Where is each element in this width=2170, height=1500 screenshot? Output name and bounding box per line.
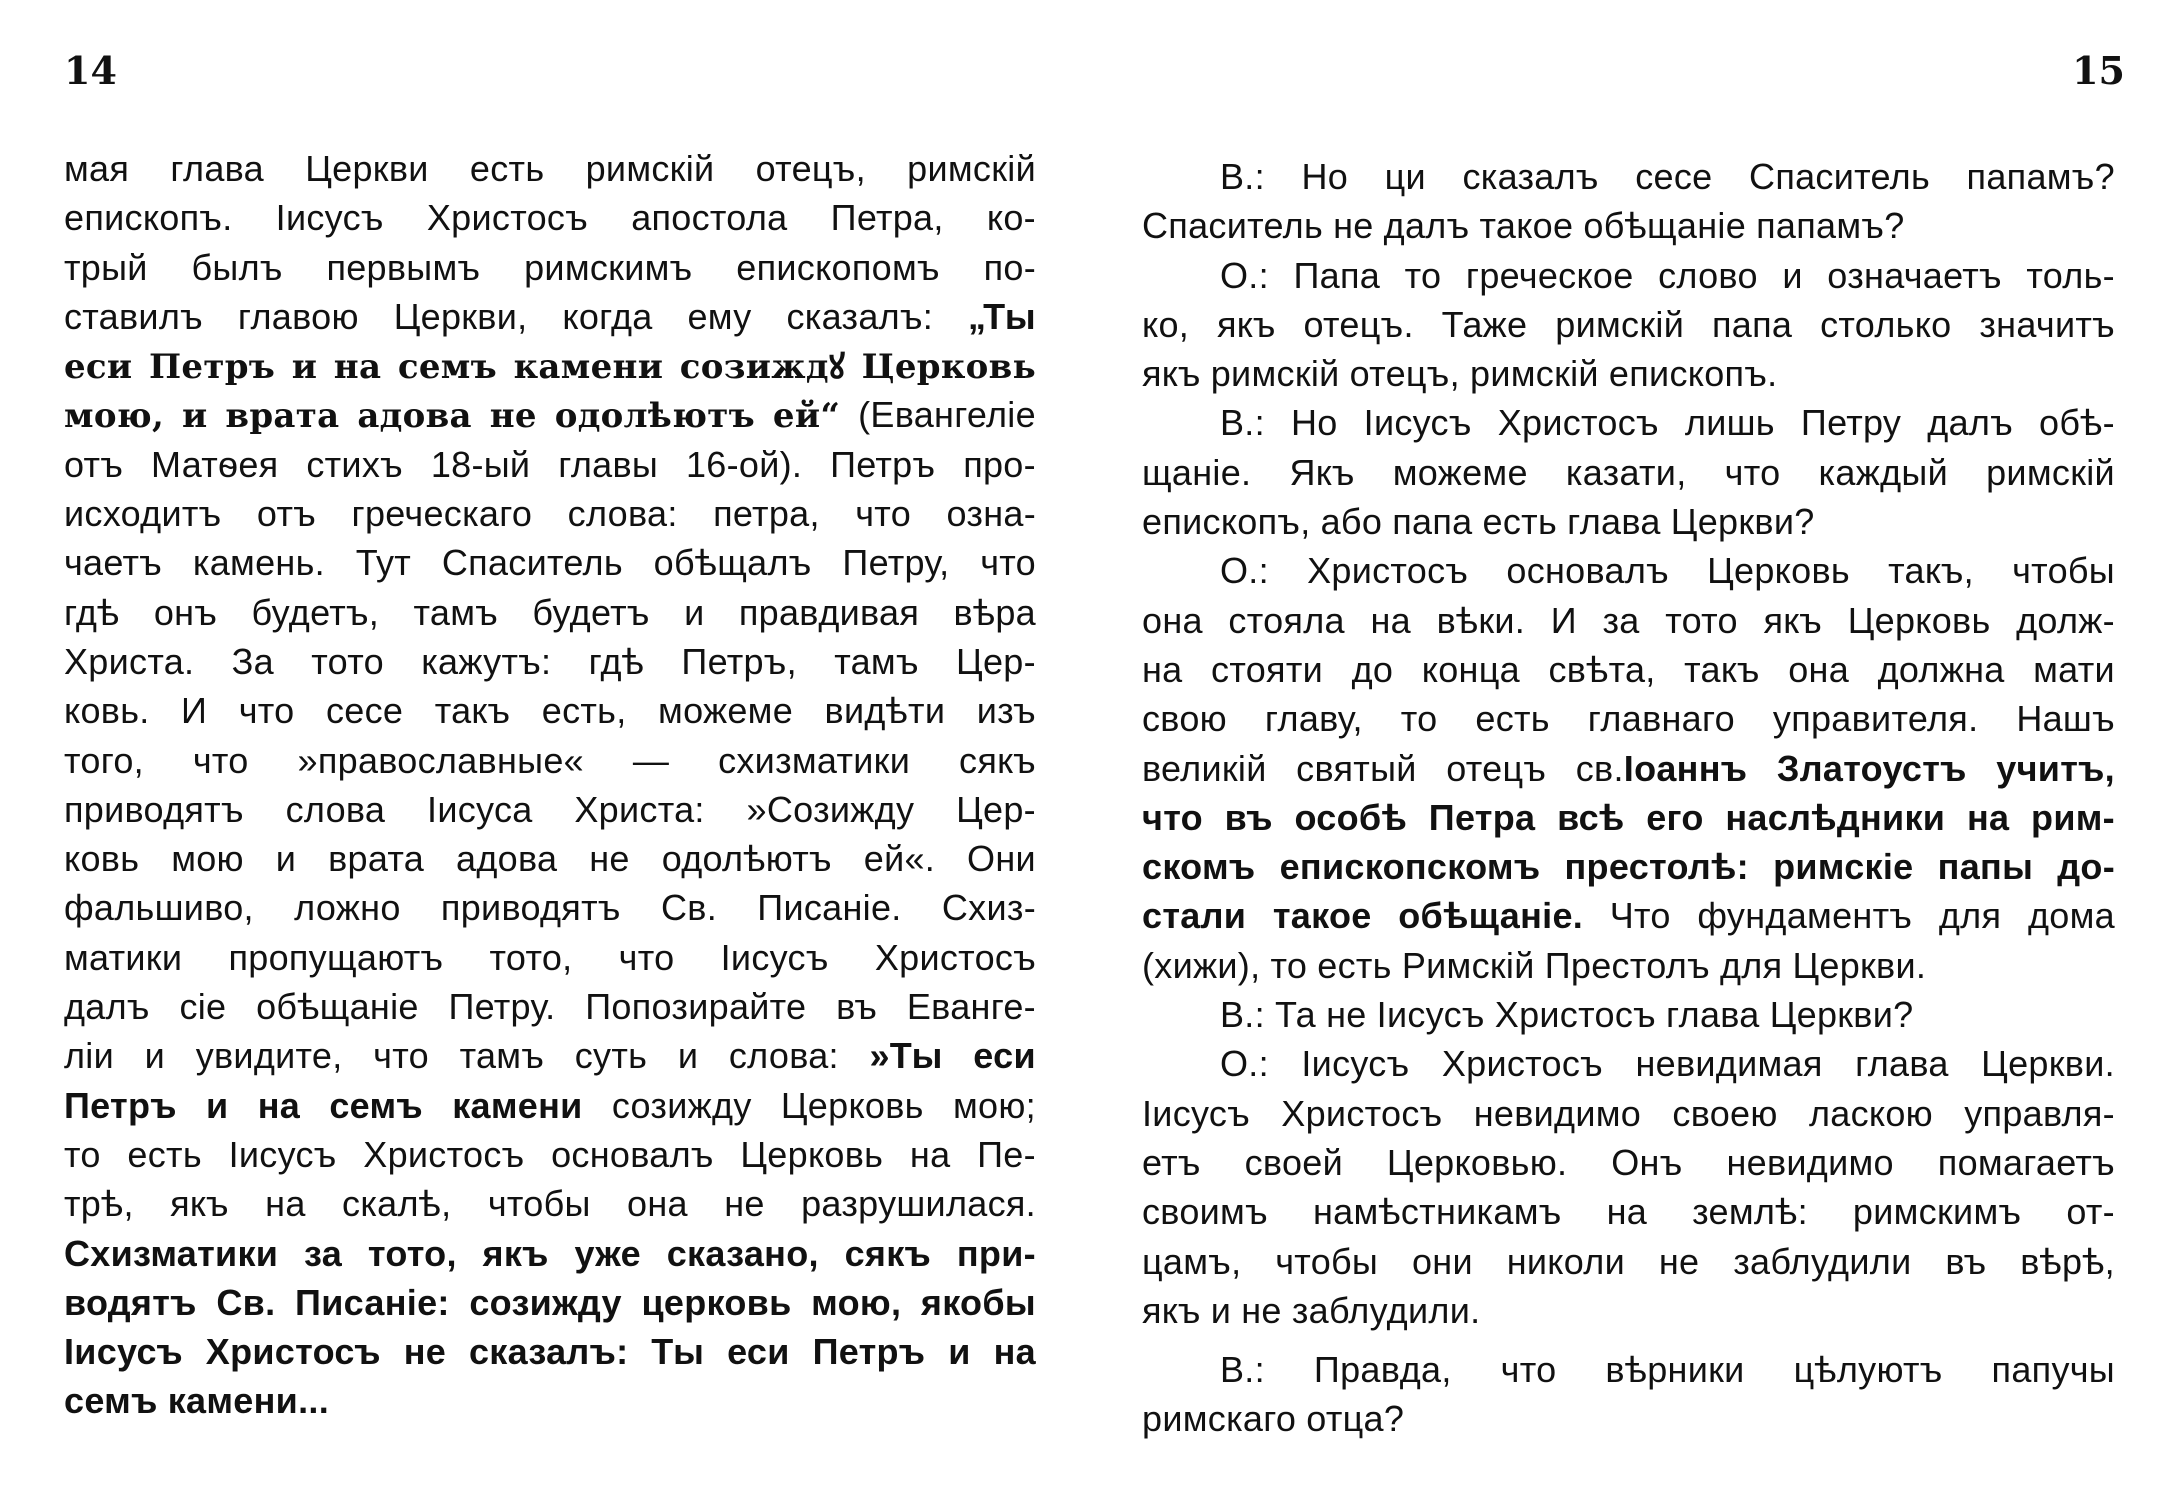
text-line: (хижи), то есть Римскій Престолъ для Церкви. xyxy=(1142,944,1927,986)
text-line: того, что »православные« — схизматики сякъ xyxy=(64,739,1036,781)
page-number: 14 xyxy=(64,48,117,93)
text-line: ставилъ главою Церкви, когда ему сказалъ: „Ты xyxy=(64,295,1036,337)
text-line: Петръ и на семъ камени созижду Церковь мою; xyxy=(64,1084,1036,1126)
text-line: О.: Іисусъ Христосъ невидимая глава Церкви. xyxy=(1220,1043,2115,1085)
text-line: Іисусъ Христосъ невидимо своею ласкою управля- xyxy=(1142,1092,2115,1134)
text-line: отъ Матѳея стихъ 18-ый главы 16-ой). Петръ про- xyxy=(64,443,1036,485)
text-line: мою, и врата адова не одолѣютъ ей“ (Евангеліе xyxy=(64,394,1036,437)
text-line: матики пропущаютъ тото, что Іисусъ Христосъ xyxy=(64,936,1036,978)
page-number: 15 xyxy=(2072,48,2125,93)
text-line: великій святый отецъ св.Іоаннъ Златоустъ учитъ, xyxy=(1142,747,2115,789)
text-line: цамъ, чтобы они николи не заблудили въ вѣрѣ, xyxy=(1142,1240,2115,1282)
text-line: ковь. И что сесе такъ есть, можеме видѣти изъ xyxy=(64,690,1036,732)
text-line: В.: Правда, что вѣрники цѣлуютъ папучы xyxy=(1220,1349,2115,1391)
text-line: В.: Но ци сказалъ сесе Спаситель папамъ? xyxy=(1220,156,2115,197)
text-line: Схизматики за тото, якъ уже сказано, сякъ при- xyxy=(64,1232,1036,1274)
text-line: мая глава Церкви есть римскій отецъ, римскій xyxy=(64,148,1036,189)
text-line: римскаго отца? xyxy=(1142,1398,1405,1440)
text-line: трѣ, якъ на скалѣ, чтобы она не разрушилася. xyxy=(64,1183,1036,1225)
right-page xyxy=(1085,0,2170,1500)
text-line: О.: Христосъ основалъ Церковь такъ, чтобы xyxy=(1220,550,2115,592)
text-line: ліи и увидите, что тамъ суть и слова: »Ты еси xyxy=(64,1035,1036,1077)
text-line: Христа. За тото кажутъ: гдѣ Петръ, тамъ Цер- xyxy=(64,640,1036,682)
text-line: ко, якъ отецъ. Таже римскій папа столько значитъ xyxy=(1142,303,2115,345)
text-line: фальшиво, ложно приводятъ Св. Писаніе. Схиз- xyxy=(64,887,1036,929)
text-line: приводятъ слова Іисуса Христа: »Созижду Цер- xyxy=(64,788,1036,830)
text-line: на стояти до конца свѣта, такъ она должна мати xyxy=(1142,648,2115,690)
text-line: щаніе. Якъ можеме казати, что каждый римскій xyxy=(1142,451,2115,493)
text-line: то есть Іисусъ Христосъ основалъ Церковь на Пе- xyxy=(64,1133,1036,1175)
text-line: епископъ. Іисусъ Христосъ апостола Петра, ко- xyxy=(64,197,1036,239)
text-line: О.: Папа то греческое слово и означаетъ толь- xyxy=(1220,254,2115,296)
text-line: В.: Но Іисусъ Христосъ лишь Петру далъ обѣ- xyxy=(1220,402,2115,444)
text-line: Іисусъ Христосъ не сказалъ: Ты еси Петръ и на xyxy=(64,1331,1036,1373)
text-line: чаетъ камень. Тут Спаситель обѣщалъ Петру, что xyxy=(64,542,1036,584)
text-line: В.: Та не Іисусъ Христосъ глава Церкви? xyxy=(1220,994,1914,1036)
text-line: етъ своей Церковью. Онъ невидимо помагаетъ xyxy=(1142,1141,2115,1183)
text-line: скомъ епископскомъ престолѣ: римскіе папы до- xyxy=(1142,846,2115,888)
text-line: что въ особѣ Петра всѣ его наслѣдники на рим- xyxy=(1142,796,2115,838)
left-page-text xyxy=(64,144,1036,1426)
text-line: свою главу, то есть главнаго управителя. Нашъ xyxy=(1142,698,2115,740)
text-line: трый былъ первымъ римскимъ епископомъ по- xyxy=(64,246,1036,288)
text-line: гдѣ онъ будетъ, тамъ будетъ и правдивая вѣра xyxy=(64,591,1036,633)
text-line: еси Петръ и на семъ камени созиждꙋ Церковь xyxy=(64,347,1036,388)
text-line: ковь мою и врата адова не одолѣютъ ей«. Они xyxy=(64,838,1036,880)
text-line: далъ сіе обѣщаніе Петру. Попозирайте въ Еванге- xyxy=(64,986,1036,1028)
text-line: водятъ Св. Писаніе: созижду церковь мою, якобы xyxy=(64,1281,1036,1323)
text-line: она стояла на вѣки. И за тото якъ Церковь долж- xyxy=(1142,599,2115,641)
text-line: своимъ намѣстникамъ на землѣ: римскимъ от- xyxy=(1142,1191,2115,1233)
text-line: якъ римскій отецъ, римскій епископъ. xyxy=(1142,353,1778,395)
text-line: семъ камени... xyxy=(64,1380,330,1422)
text-line: исходитъ отъ греческаго слова: петра, что озна- xyxy=(64,493,1036,535)
right-page-text xyxy=(1142,152,2115,1444)
text-line: Спаситель не далъ такое обѣщаніе папамъ? xyxy=(1142,205,1905,247)
text-line: якъ и не заблудили. xyxy=(1142,1289,1481,1331)
text-line: стали такое обѣщаніе. Что фундаментъ для дома xyxy=(1142,895,2115,937)
text-line: епископъ, або папа есть глава Церкви? xyxy=(1142,501,1815,543)
